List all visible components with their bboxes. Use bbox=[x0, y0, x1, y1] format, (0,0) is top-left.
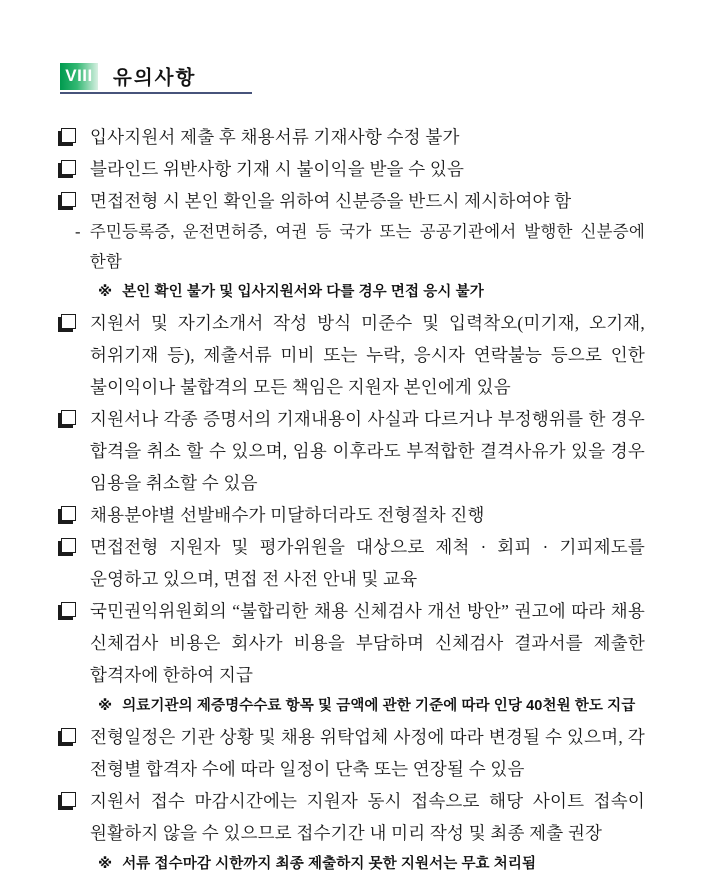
checkbox-icon bbox=[61, 792, 76, 807]
checkbox-icon bbox=[61, 160, 76, 175]
sub-item bbox=[60, 217, 645, 277]
item-text: 지원서 및 자기소개서 작성 방식 미준수 및 입력착오(미기재, 오기재, 허위기재 등), 제출서류 미비 또는 누락, 응시자 연락불능 등으로 인한 불이익이나 불합격의 모든 책임은 지원자 본인에게 있음 bbox=[90, 313, 645, 397]
checklist-item bbox=[60, 121, 645, 153]
checklist-item bbox=[60, 499, 645, 531]
checkbox-icon bbox=[61, 410, 76, 425]
item-text: 입사지원서 제출 후 채용서류 기재사항 수정 불가 bbox=[90, 127, 460, 147]
checklist-item bbox=[60, 185, 645, 217]
checklist-item bbox=[60, 785, 645, 849]
item-text: 블라인드 위반사항 기재 시 불이익을 받을 수 있음 bbox=[90, 159, 465, 179]
checklist-item bbox=[60, 403, 645, 499]
reference-mark-icon: ※ bbox=[98, 284, 113, 300]
item-text: 주민등록증, 운전면허증, 여권 등 국가 또는 공공기관에서 발행한 신분증에 한함 bbox=[89, 222, 645, 271]
item-text: 면접전형 시 본인 확인을 위하여 신분증을 반드시 제시하여야 함 bbox=[90, 191, 572, 211]
checkbox-icon bbox=[61, 128, 76, 143]
checkbox-icon bbox=[61, 314, 76, 329]
note-item bbox=[60, 691, 645, 721]
dash-icon: - bbox=[75, 222, 81, 241]
checklist-item bbox=[60, 531, 645, 595]
item-text: 의료기관의 제증명수수료 항목 및 금액에 관한 기준에 따라 인당 40천원 한도 지급 bbox=[122, 698, 636, 714]
item-text: 지원서 접수 마감시간에는 지원자 동시 접속으로 해당 사이트 접속이 원활하지 않을 수 있으므로 접수기간 내 미리 작성 및 최종 제출 권장 bbox=[90, 791, 645, 843]
checklist-item bbox=[60, 721, 645, 785]
checkbox-icon bbox=[61, 538, 76, 553]
item-text: 전형일정은 기관 상황 및 채용 위탁업체 사정에 따라 변경될 수 있으며, 각 전형별 합격자 수에 따라 일정이 단축 또는 연장될 수 있음 bbox=[90, 727, 645, 779]
section-number-badge: VIII bbox=[60, 63, 98, 90]
item-text: 국민권익위원회의 “불합리한 채용 신체검사 개선 방안” 권고에 따라 채용 신체검사 비용은 회사가 비용을 부담하며 신체검사 결과서를 제출한 합격자에 한하여 지급 bbox=[90, 601, 645, 685]
item-text: 서류 접수마감 시한까지 최종 제출하지 못한 지원서는 무효 처리됨 bbox=[122, 856, 537, 872]
reference-mark-icon: ※ bbox=[98, 856, 113, 872]
note-item bbox=[60, 277, 645, 307]
checklist-item bbox=[60, 153, 645, 185]
precautions-list bbox=[60, 121, 645, 879]
section-header bbox=[60, 62, 645, 94]
checkbox-icon bbox=[61, 728, 76, 743]
item-text: 지원서나 각종 증명서의 기재내용이 사실과 다르거나 부정행위를 한 경우 합격을 취소 할 수 있으며, 임용 이후라도 부적합한 결격사유가 있을 경우 임용을 취소할 수 있음 bbox=[90, 409, 645, 493]
checklist-item bbox=[60, 307, 645, 403]
checklist-item bbox=[60, 595, 645, 691]
reference-mark-icon: ※ bbox=[98, 698, 113, 714]
checkbox-icon bbox=[61, 192, 76, 207]
item-text: 채용분야별 선발배수가 미달하더라도 전형절차 진행 bbox=[90, 505, 485, 525]
section-header-underline bbox=[60, 62, 252, 94]
item-text: 본인 확인 불가 및 입사지원서와 다를 경우 면접 응시 불가 bbox=[122, 284, 484, 300]
checkbox-icon bbox=[61, 602, 76, 617]
item-text: 면접전형 지원자 및 평가위원을 대상으로 제척 · 회피 · 기피제도를 운영하고 있으며, 면접 전 사전 안내 및 교육 bbox=[90, 537, 645, 589]
note-item bbox=[60, 849, 645, 879]
section-title: 유의사항 bbox=[113, 67, 197, 89]
checkbox-icon bbox=[61, 506, 76, 521]
